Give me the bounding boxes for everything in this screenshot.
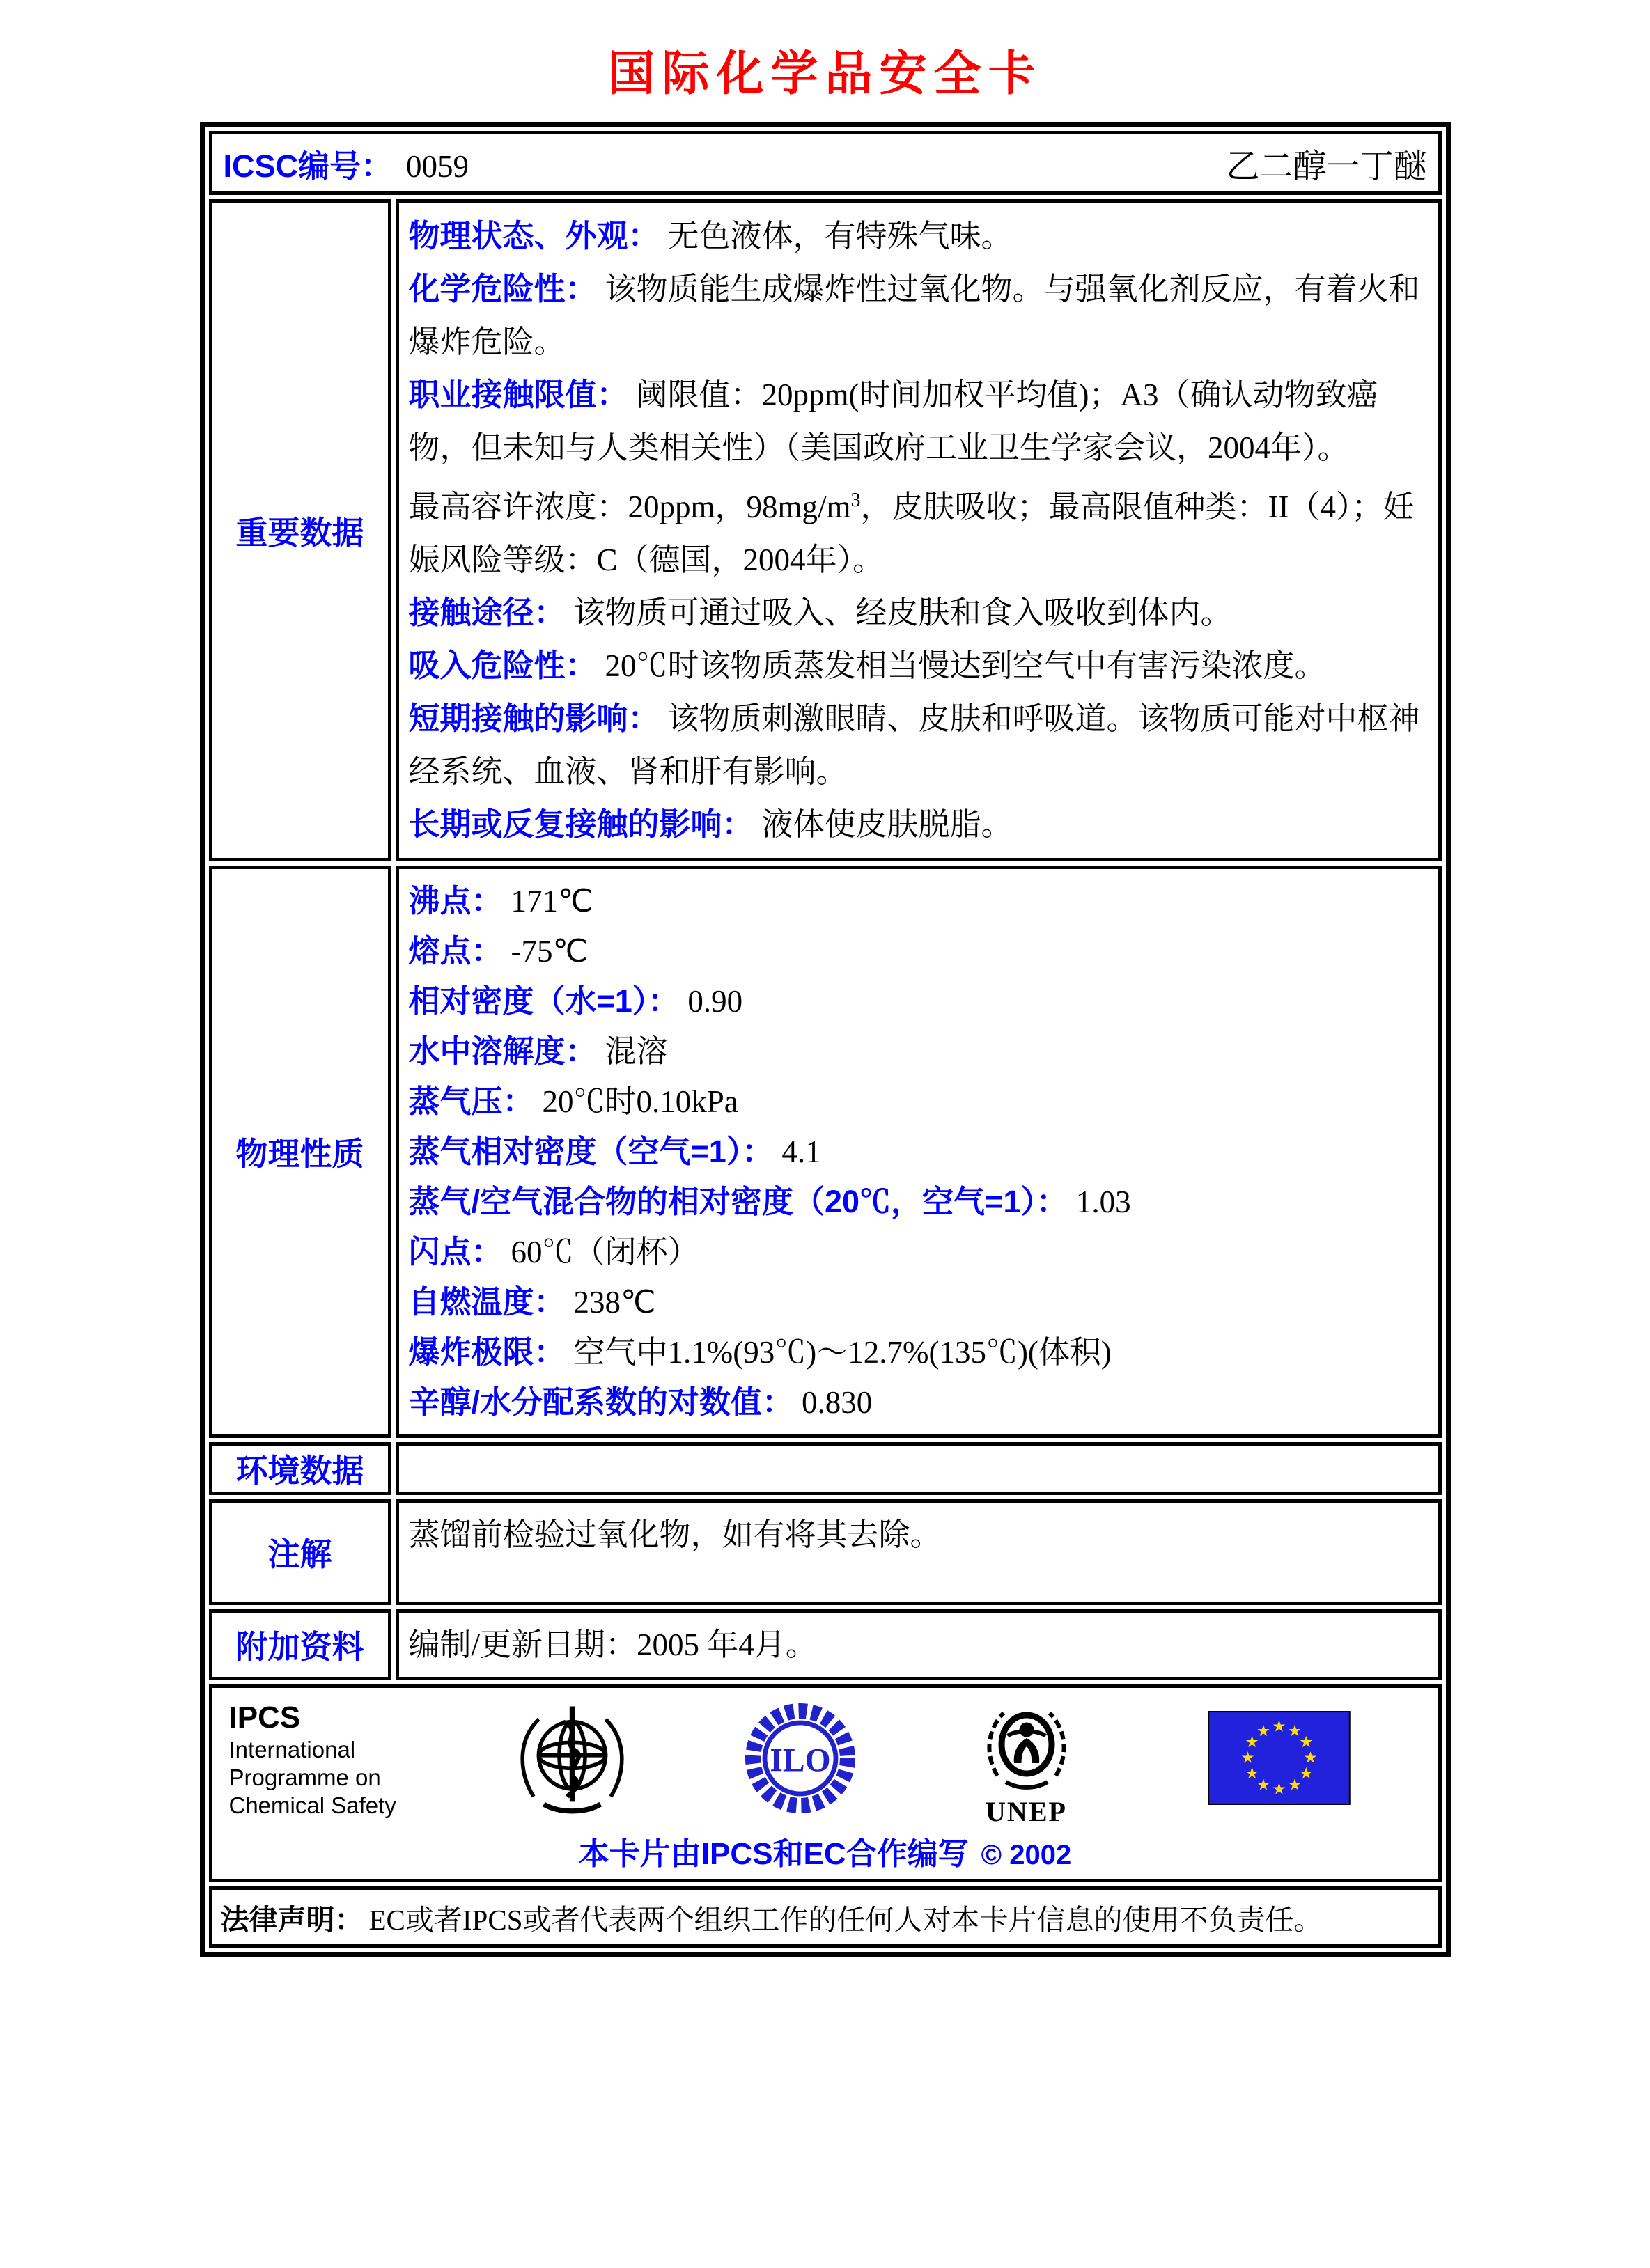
ipcs-line: International <box>228 1737 356 1762</box>
line-text: 液体使皮肤脱脂。 <box>761 807 1013 842</box>
who-logo-icon <box>508 1694 637 1826</box>
line-value: 238℃ <box>573 1285 656 1320</box>
line-label: 辛醇/水分配系数的对数值： <box>408 1384 794 1420</box>
notes-content <box>396 1499 1442 1605</box>
section-label-important-data: 重要数据 <box>209 199 391 861</box>
section-label-physical-properties: 物理性质 <box>209 866 391 1438</box>
important-data-content <box>396 199 1442 861</box>
line-label: 闪点： <box>408 1234 503 1269</box>
physical-properties-content <box>396 866 1442 1438</box>
svg-text:★: ★ <box>1271 1780 1286 1799</box>
svg-text:★: ★ <box>1256 1721 1270 1740</box>
property-line <box>409 1277 1429 1327</box>
data-line <box>409 474 1429 586</box>
line-text: 20℃时该物质蒸发相当慢达到空气中有害污染浓度。 <box>605 648 1326 683</box>
svg-text:★: ★ <box>1298 1765 1313 1783</box>
unep-wordmark: UNEP <box>986 1795 1067 1827</box>
ipcs-line: Programme on <box>228 1765 381 1790</box>
property-line <box>409 1026 1429 1077</box>
ilo-logo-icon <box>741 1699 859 1821</box>
additional-info-content <box>396 1609 1442 1680</box>
ilo-letters: ILO <box>769 1742 831 1779</box>
line-value: 20℃时0.10kPa <box>542 1084 738 1119</box>
additional-info-text: 编制/更新日期：2005 年4月。 <box>408 1627 817 1662</box>
svg-text:★: ★ <box>1245 1765 1259 1783</box>
line-label: 蒸气/空气混合物的相对密度（20℃，空气=1）： <box>408 1184 1068 1219</box>
legal-notice-text: EC或者IPCS或者代表两个组织工作的任何人对本卡片信息的使用不负责任。 <box>368 1903 1323 1936</box>
ipcs-line: Chemical Safety <box>228 1792 396 1818</box>
legal-notice <box>209 1886 1442 1948</box>
line-label: 蒸气相对密度（空气=1）： <box>408 1134 774 1169</box>
line-label: 物理状态、外观： <box>408 218 660 253</box>
property-line <box>409 976 1429 1026</box>
line-label: 化学危险性： <box>408 271 597 306</box>
data-line <box>409 368 1429 474</box>
property-line <box>409 1127 1429 1177</box>
notes-text: 蒸馏前检验过氧化物，如有将其去除。 <box>408 1517 942 1552</box>
environmental-data-content <box>396 1442 1442 1495</box>
section-label-additional-info: 附加资料 <box>209 1609 391 1680</box>
line-label: 沸点： <box>408 883 503 918</box>
icsc-card-table <box>200 122 1451 1957</box>
line-value: 60℃（闭杯） <box>511 1235 699 1269</box>
line-value: 171℃ <box>511 884 593 918</box>
line-value: 4.1 <box>781 1134 821 1169</box>
unep-logo-icon <box>974 1694 1079 1826</box>
section-label-environmental-data: 环境数据 <box>209 1442 391 1495</box>
property-line <box>409 1077 1429 1127</box>
svg-text:★: ★ <box>1256 1776 1270 1794</box>
data-line <box>409 639 1429 692</box>
line-text: ，皮肤吸收；最高限值种类：II（4）；妊娠风险等级：C（德国，2004年）。 <box>408 490 1415 577</box>
legal-notice-label: 法律声明： <box>220 1903 364 1936</box>
data-line <box>409 692 1429 798</box>
superscript: 3 <box>850 490 861 511</box>
caption-text: 本卡片由IPCS和EC合作编写 <box>578 1837 969 1871</box>
property-line <box>409 1177 1429 1227</box>
data-line <box>409 263 1429 368</box>
svg-text:★: ★ <box>1287 1776 1302 1794</box>
line-text: 该物质能生成爆炸性过氧化物。与强氧化剂反应，有着火和爆炸危险。 <box>408 272 1420 359</box>
line-value: 1.03 <box>1075 1184 1131 1219</box>
line-text: 无色液体，有特殊气味。 <box>667 219 1013 253</box>
line-label: 爆炸极限： <box>408 1334 566 1370</box>
icsc-number-value: 0059 <box>406 148 469 184</box>
data-line <box>409 798 1429 851</box>
line-value: 0.830 <box>802 1385 873 1420</box>
svg-text:★: ★ <box>1271 1717 1286 1736</box>
eu-flag-icon <box>1208 1711 1351 1808</box>
data-line <box>409 586 1429 639</box>
property-line <box>409 926 1429 976</box>
line-text: 最高容许浓度：20ppm，98mg/m <box>408 490 851 524</box>
logos-row <box>209 1684 1442 1882</box>
line-label: 水中溶解度： <box>408 1033 597 1069</box>
line-label: 长期或反复接触的影响： <box>408 806 754 842</box>
line-value: 空气中1.1%(93℃)～12.7%(135℃)(体积) <box>573 1335 1112 1370</box>
line-text: 阈限值：20ppm(时间加权平均值)；A3（确认动物致癌物，但未知与人类相关性）（美国政府工业卫生学家会议，2004年）。 <box>408 377 1378 465</box>
line-label: 蒸气压： <box>408 1084 534 1119</box>
line-label: 吸入危险性： <box>408 648 597 683</box>
svg-text:★: ★ <box>1287 1721 1302 1740</box>
line-text: 该物质可通过吸入、经皮肤和食入吸收到体内。 <box>573 595 1232 630</box>
svg-text:★: ★ <box>1240 1749 1255 1767</box>
copyright: © 2002 <box>981 1840 1072 1870</box>
svg-text:★: ★ <box>1245 1733 1259 1752</box>
page-title: 国际化学品安全卡 <box>607 47 1043 100</box>
line-label: 熔点： <box>408 933 503 969</box>
icsc-number <box>224 141 469 186</box>
icsc-number-label: ICSC编号： <box>223 148 393 184</box>
header-row <box>209 131 1442 195</box>
card-caption <box>229 1829 1422 1873</box>
section-label-notes: 注解 <box>209 1499 391 1605</box>
svg-text:★: ★ <box>1302 1749 1318 1767</box>
line-label: 相对密度（水=1）： <box>408 983 680 1019</box>
line-label: 自燃温度： <box>408 1284 566 1320</box>
property-line <box>409 1227 1429 1277</box>
line-label: 接触途径： <box>408 595 566 630</box>
ipcs-acronym: IPCS <box>228 1700 301 1735</box>
property-line <box>409 1327 1429 1377</box>
line-value: 混溶 <box>605 1034 668 1069</box>
property-line <box>409 1377 1429 1428</box>
data-line <box>409 210 1429 263</box>
chemical-name: 乙二醇一丁醚 <box>1226 148 1427 185</box>
ipcs-text-block <box>229 1700 459 1820</box>
line-label: 短期接触的影响： <box>408 701 660 736</box>
line-label: 职业接触限值： <box>408 377 628 412</box>
line-text: 该物质刺激眼睛、皮肤和呼吸道。该物质可能对中枢神经系统、血液、肾和肝有影响。 <box>408 701 1420 789</box>
line-value: -75℃ <box>511 934 589 969</box>
svg-text:★: ★ <box>1298 1733 1313 1752</box>
line-value: 0.90 <box>687 984 743 1019</box>
property-line <box>409 876 1429 926</box>
